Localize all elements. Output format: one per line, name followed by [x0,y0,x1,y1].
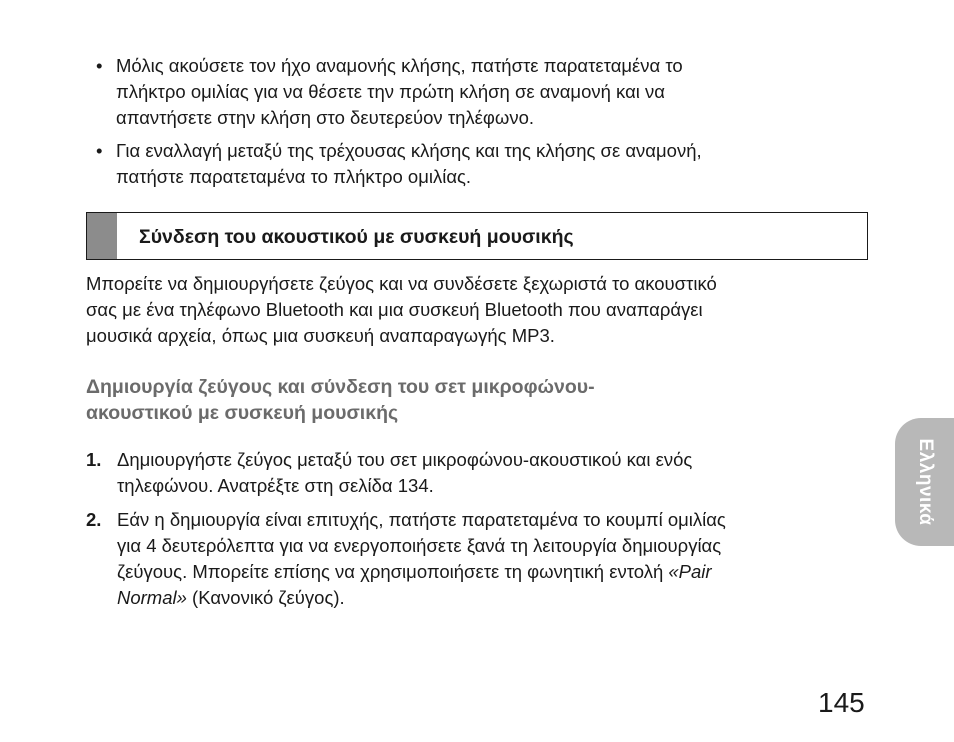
subheading-line: Δημιουργία ζεύγους και σύνδεση του σετ μικροφώνου- [86,376,595,398]
intro-line: σας με ένα τηλέφωνο Bluetooth και μια συσκευή Bluetooth που αναπαράγει [86,299,703,320]
step-line: Εάν η δημιουργία είναι επιτυχής, πατήστε παρατεταμένα το κουμπί ομιλίας [117,509,726,530]
intro-line: Μπορείτε να δημιουργήσετε ζεύγος και να συνδέσετε ξεχωριστά το ακουστικό [86,273,717,294]
step-line: ζεύγους. Μπορείτε επίσης να χρησιμοποιήσετε τη φωνητική εντολή [117,561,669,582]
bullet-marker: • [96,55,103,76]
step-number: 1. [86,449,102,470]
step-item [86,447,846,499]
section-marker-block [87,213,117,259]
subheading [86,374,826,426]
bullet-list [96,53,856,197]
step-line: (Κανονικό ζεύγος). [186,587,345,608]
voice-command-text: Normal» [117,587,187,608]
section-title: Σύνδεση του ακουστικού με συσκευή μουσικής [139,226,574,248]
language-side-tab [895,418,954,546]
step-item [86,507,846,611]
page-number: 145 [818,687,865,718]
intro-paragraph [86,271,866,349]
bullet-marker: • [96,140,103,161]
bullet-item [96,53,856,131]
bullet-line: απαντήσετε στην κλήση στο δευτερεύον τηλέφωνο. [116,107,535,128]
step-line: Δημιουργήστε ζεύγος μεταξύ του σετ μικροφώνου-ακουστικού και ενός [117,449,693,470]
bullet-item [96,138,856,190]
steps-list [86,447,846,619]
subheading-line: ακουστικού με συσκευή μουσικής [86,402,399,424]
voice-command-text: «Pair [668,561,712,582]
bullet-line: πατήστε παρατεταμένα το πλήκτρο ομιλίας. [116,166,472,187]
step-line: τηλεφώνου. Ανατρέξτε στη σελίδα 134. [117,475,434,496]
intro-line: μουσικά αρχεία, όπως μια συσκευή αναπαραγωγής MP3. [86,325,555,346]
bullet-line: πλήκτρο ομιλίας για να θέσετε την πρώτη κλήση σε αναμονή και να [116,81,665,102]
bullet-line: Για εναλλαγή μεταξύ της τρέχουσας κλήσης και της κλήσης σε αναμονή, [116,140,702,161]
step-number: 2. [86,509,102,530]
section-header-bar [86,212,868,260]
step-line: για 4 δευτερόλεπτα για να ενεργοποιήσετε ξανά τη λειτουργία δημιουργίας [117,535,722,556]
bullet-line: Μόλις ακούσετε τον ήχο αναμονής κλήσης, πατήστε παρατεταμένα το [116,55,683,76]
language-tab-label: Ελληνικά [914,438,936,526]
